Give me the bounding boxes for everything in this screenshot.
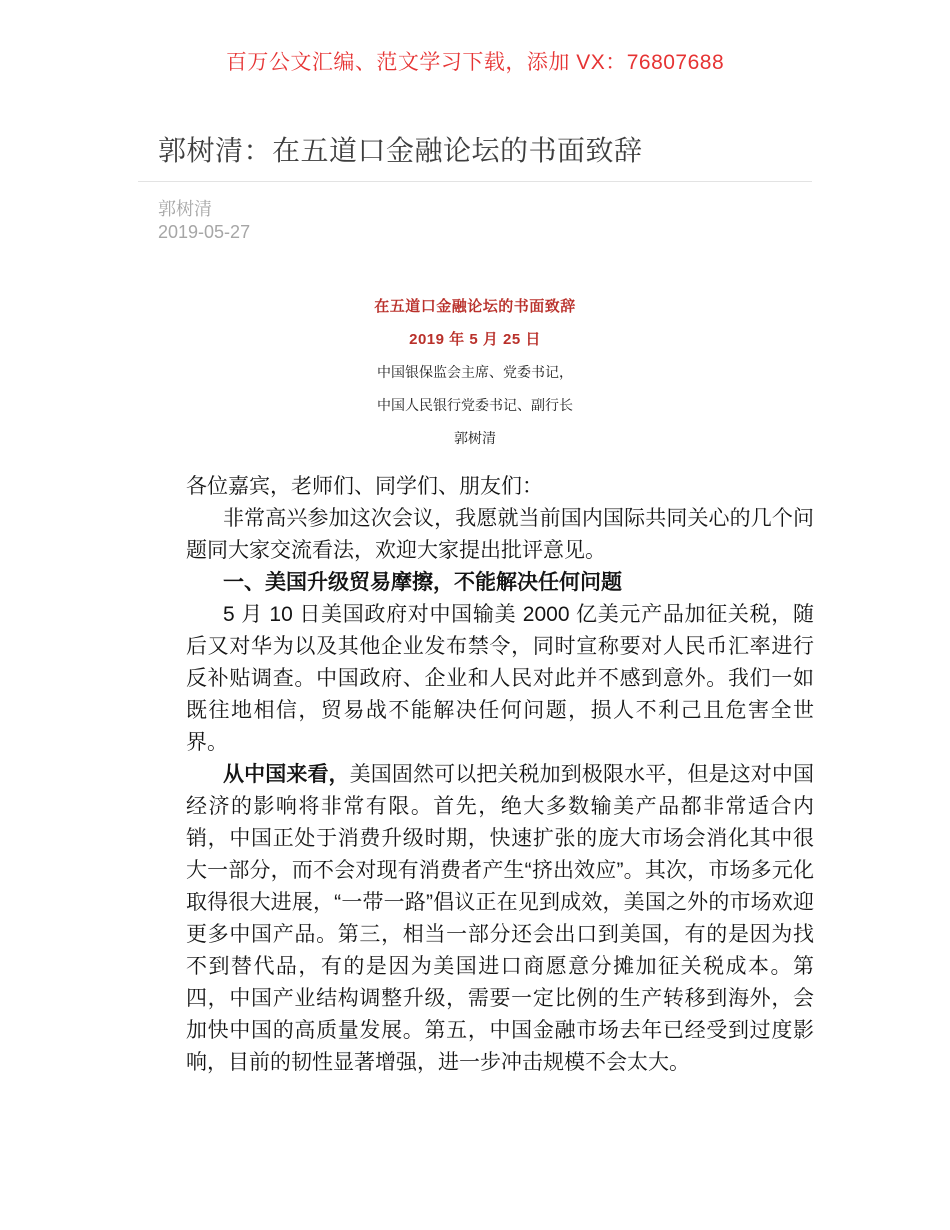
speech-title: 在五道口金融论坛的书面致辞 — [374, 298, 576, 315]
promo-banner — [0, 0, 950, 76]
china-paragraph-lead: 从中国来看， — [223, 763, 350, 786]
china-paragraph — [186, 759, 814, 1079]
intro-paragraph: 非常高兴参加这次会议，我愿就当前国内国际共同关心的几个问题同大家交流看法，欢迎大家提出批评意见。 — [186, 507, 814, 562]
article — [138, 133, 815, 1079]
promo-banner-text: 百万公文汇编、范文学习下载，添加 VX：76807688 — [225, 51, 725, 74]
speech-body — [186, 471, 814, 1079]
speaker-role-line2: 中国人民银行党委书记、副行长 — [377, 397, 573, 413]
speech-date: 2019 年 5 月 25 日 — [409, 331, 541, 348]
tariff-paragraph: 5 月 10 日美国政府对中国输美 2000 亿美元产品加征关税，随后又对华为以及其他企业发布禁令，同时宣称要对人民币汇率进行反补贴调查。中国政府、企业和人民对此并不感到意外。我们一如既往地相信，贸易战不能解决任何问题，损人不利己且危害全世界。 — [186, 603, 814, 754]
author-name: 郭树清 — [158, 199, 212, 219]
page-title: 郭树清：在五道口金融论坛的书面致辞 — [158, 135, 643, 166]
byline — [158, 198, 812, 244]
publish-date: 2019-05-27 — [158, 222, 251, 242]
speech-header — [138, 290, 812, 455]
title-divider — [138, 181, 812, 182]
china-paragraph-rest: 美国固然可以把关税加到极限水平，但是这对中国经济的影响将非常有限。首先，绝大多数输美产品都非常适合内销，中国正处于消费升级时期，快速扩张的庞大市场会消化其中很大一部分，而不会对现有消费者产生“挤出效应”。其次，市场多元化取得很大进展，“一带一路”倡议正在见到成效，美国之外的市场欢迎更多中国产品。第三，相当一部分还会出口到美国，有的是因为找不到替代品，有的是因为美国进口商愿意分摊加征关税成本。第四，中国产业结构调整升级，需要一定比例的生产转移到海外，会加快中国的高质量发展。第五，中国金融市场去年已经受到过度影响，目前的韧性显著增强，进一步冲击规模不会太大。 — [186, 763, 815, 1074]
section-1-heading: 一、美国升级贸易摩擦，不能解决任何问题 — [223, 571, 622, 594]
speaker-role-line1: 中国银保监会主席、党委书记， — [377, 364, 573, 380]
speaker-name: 郭树清 — [454, 430, 496, 446]
greeting-line: 各位嘉宾，老师们、同学们、朋友们： — [186, 475, 543, 498]
